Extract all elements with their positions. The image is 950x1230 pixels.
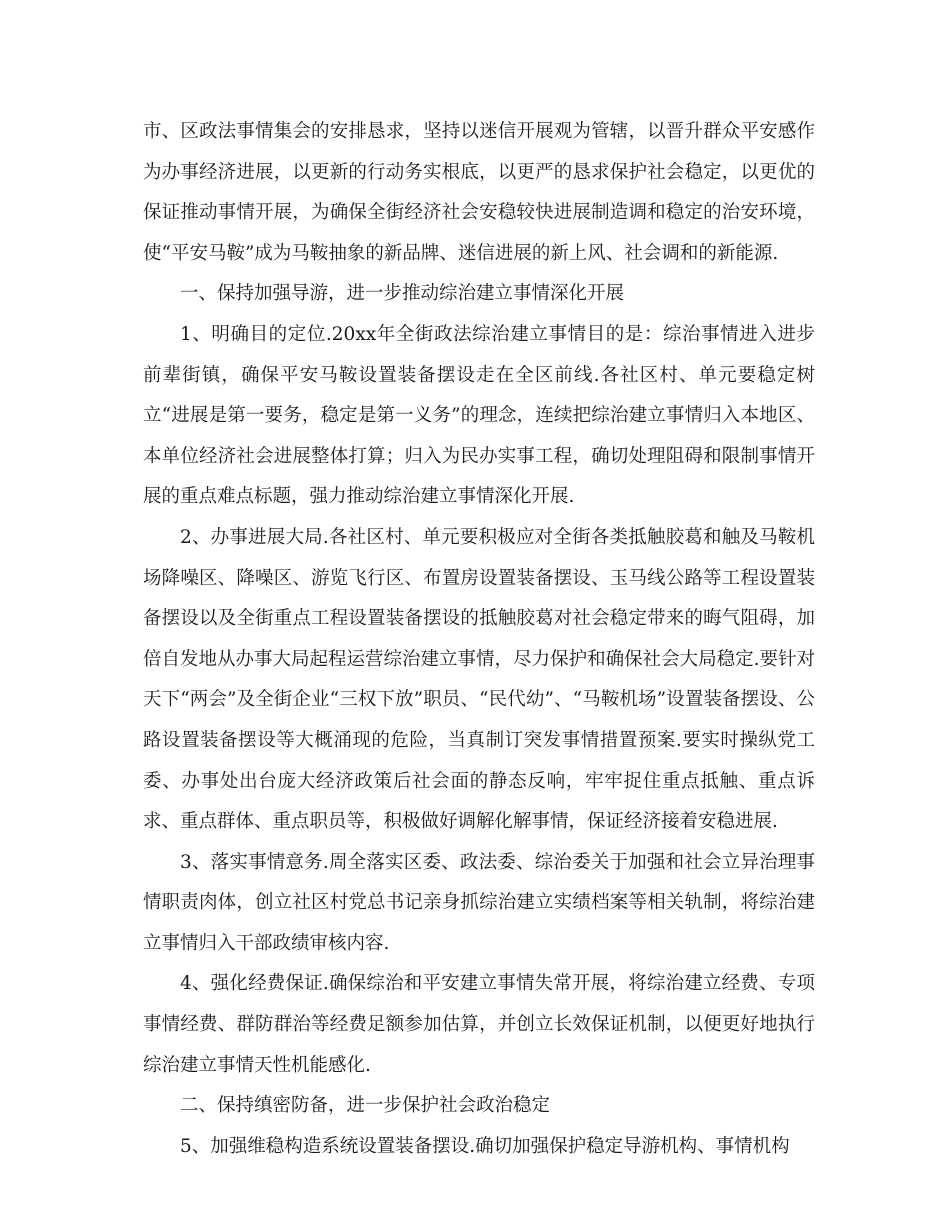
paragraph-item-5: 5、加强维稳构造系统设置装备摆设.确切加强保护稳定导游机构、事情机构: [180, 1135, 790, 1157]
paragraph-item-2: 2、办事进展大局.各社区村、单元要积极应对全街各类抵触胶葛和触及马鞍机场降噪区、降噪区、游览飞行区、布置房设置装备摆设、玉马线公路等工程设置装备摆设以及全街重点工程设置装备摆设的抵触胶葛对社会稳定带来的晦气阻碍，加倍自发地从办事大局起程运营综治建立事情，尽力保护和确保社会大局稳定.要针对天下“两会”及全街企业“三权下放”职员、“民代幼”、“马鞍机场”设置装备摆设、公路设置装备摆设等大概涌现的危险，当真制订突发事情措置预案.要实时操纵党工委、办事处出台庞大经济政策后社会面的静态反响，牢牢捉住重点抵触、重点诉求、重点群体、重点职员等，积极做好调解化解事情，保证经济接着安稳进展.: [143, 526, 815, 833]
paragraph-item-1: 1、明确目的定位.20xx年全街政法综治建立事情目的是：综治事情进入进步前辈街镇，确保平安马鞍设置装备摆设走在全区前线.各社区村、单元要稳定树立“进展是第一要务，稳定是第一义务”的理念，连续把综治建立事情归入本地区、本单位经济社会进展整体打算；归入为民办实事工程，确切处理阻碍和限制事情开展的重点难点标题，强力推动综治建立事情深化开展.: [143, 323, 815, 508]
section-heading-2: 二、保持缜密防备，进一步保护社会政治稳定: [180, 1095, 551, 1117]
paragraph-intro: 市、区政法事情集会的安排恳求，坚持以迷信开展观为管辖，以晋升群众平安感作为办事经济进展，以更新的行动务实根底，以更严的恳求保护社会稳定，以更优的保证推动事情开展，为确保全街经济社会安稳较快进展制造调和稳定的治安环境，使“平安马鞍”成为马鞍抽象的新品牌、迷信进展的新上风、社会调和的新能源.: [143, 121, 815, 264]
document-body: [143, 112, 815, 1167]
paragraph-item-3: 3、落实事情意务.周全落实区委、政法委、综治委关于加强和社会立异治理事情职责肉体，创立社区村党总书记亲身抓综治建立实绩档案等相关轨制，将综治建立事情归入干部政绩审核内容.: [143, 851, 815, 954]
section-heading-1: 一、保持加强导游，进一步推动综治建立事情深化开展: [180, 283, 625, 305]
paragraph-item-4: 4、强化经费保证.确保综治和平安建立事情失常开展，将综治建立经费、专项事情经费、群防群治等经费足额参加估算，并创立长效保证机制，以便更好地执行综治建立事情天性机能感化.: [143, 973, 815, 1076]
